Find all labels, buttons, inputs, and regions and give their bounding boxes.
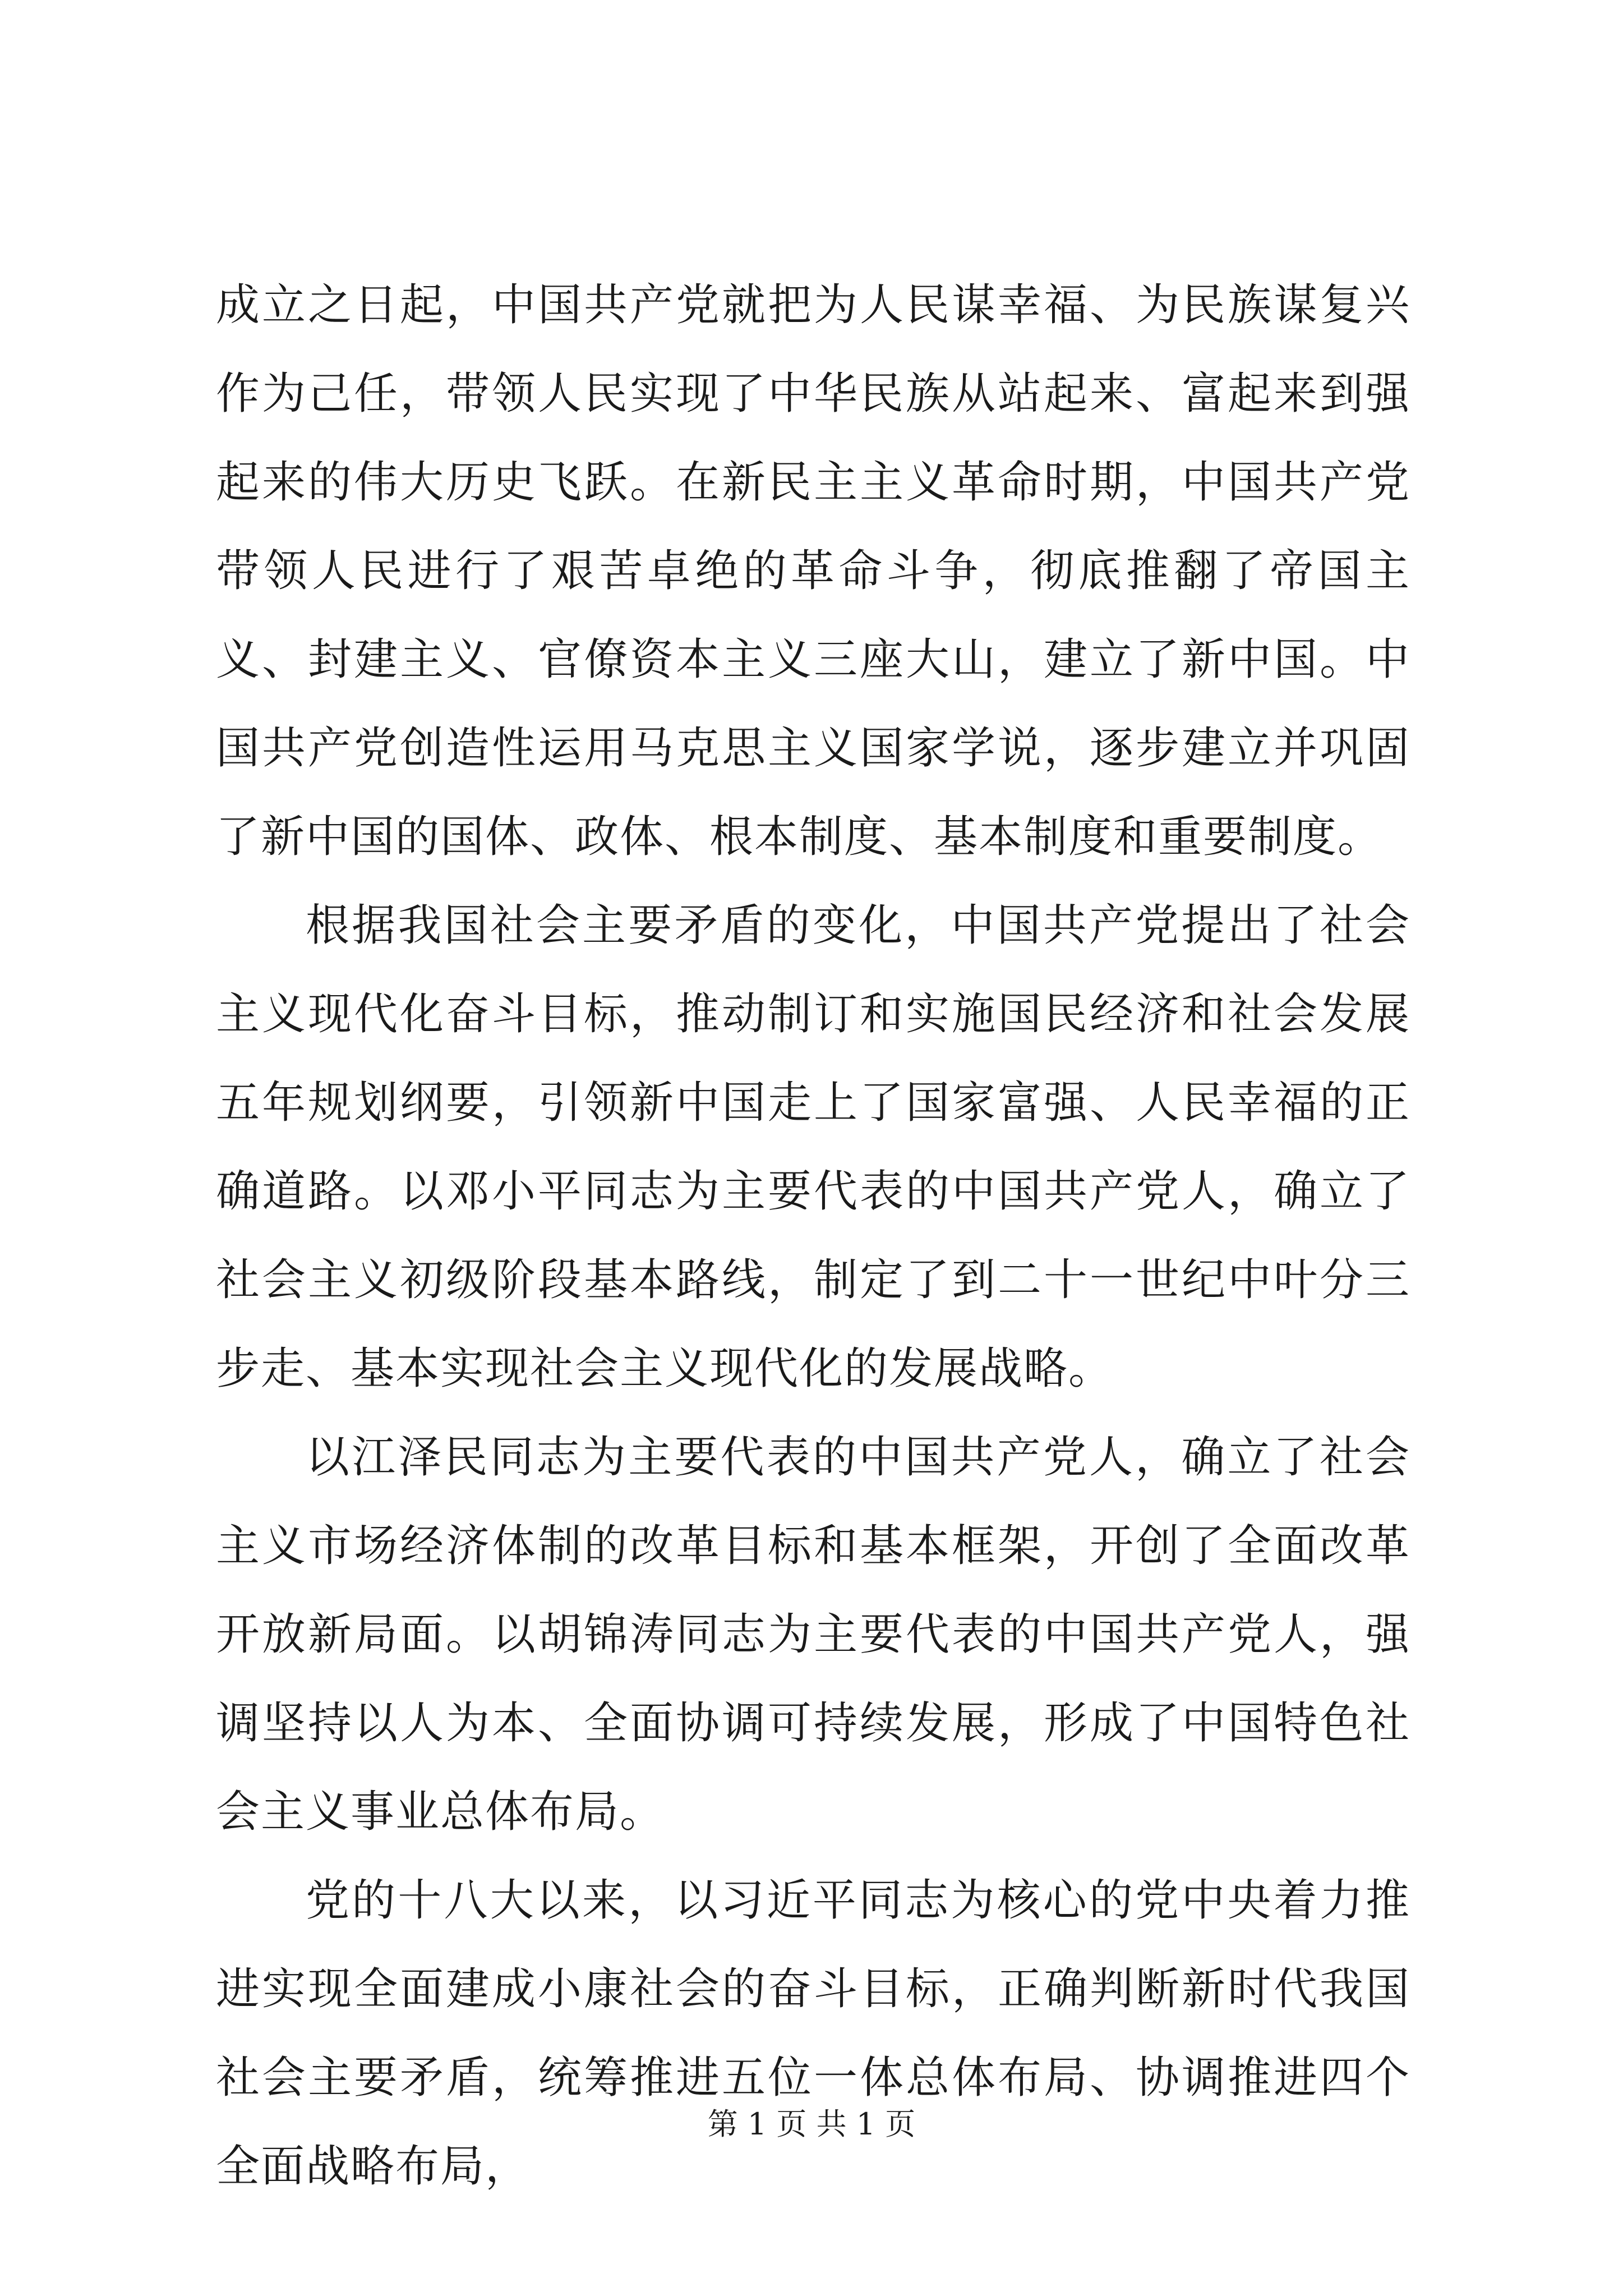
paragraph-3: 以江泽民同志为主要代表的中国共产党人，确立了社会主义市场经济体制的改革目标和基本框架，开创了全面改革开放新局面。以胡锦涛同志为主要代表的中国共产党人，强调坚持以人为本、全面协调可持续发展，形成了中国特色社会主义事业总体布局。 [216,1432,1410,1837]
paragraph-4: 党的十八大以来，以习近平同志为核心的党中央着力推进实现全面建成小康社会的奋斗目标，正确判断新时代我国社会主要矛盾，统筹推进五位一体总体布局、协调推进四个全面战略布局， [216,1875,1410,2192]
document-body [216,261,1410,2211]
paragraph-2: 根据我国社会主要矛盾的变化，中国共产党提出了社会主义现代化奋斗目标，推动制订和实施国民经济和社会发展五年规划纲要，引领新中国走上了国家富强、人民幸福的正确道路。以邓小平同志为主要代表的中国共产党人，确立了社会主义初级阶段基本路线，制定了到二十一世纪中叶分三步走、基本实现社会主义现代化的发展战略。 [216,900,1410,1394]
page-footer: 第 1 页 共 1 页 [707,2106,916,2142]
paragraph-1: 成立之日起，中国共产党就把为人民谋幸福、为民族谋复兴作为己任，带领人民实现了中华民族从站起来、富起来到强起来的伟大历史飞跃。在新民主主义革命时期，中国共产党带领人民进行了艰苦卓绝的革命斗争，彻底推翻了帝国主义、封建主义、官僚资本主义三座大山，建立了新中国。中国共产党创造性运用马克思主义国家学说，逐步建立并巩固了新中国的国体、政体、根本制度、基本制度和重要制度。 [216,280,1410,862]
